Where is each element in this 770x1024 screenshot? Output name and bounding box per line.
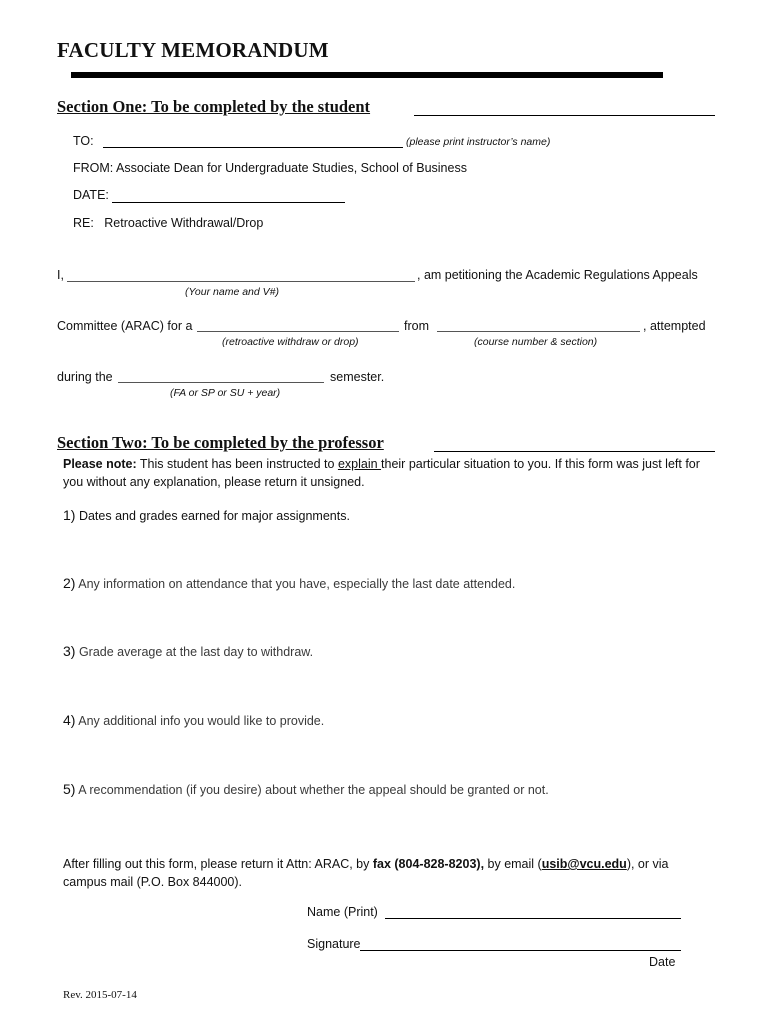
note-text-2: their particular situation to you. If this form was just left for you without any explanation, please return it unsigned. xyxy=(63,457,700,489)
return-instructions xyxy=(63,855,713,891)
question-number: 1) xyxy=(63,507,76,523)
section-two-heading xyxy=(57,433,384,453)
question-text: Dates and grades earned for major assignments. xyxy=(78,509,350,523)
to-input[interactable] xyxy=(103,147,403,148)
course-hint: (course number & section) xyxy=(474,336,598,348)
revision-label: Rev. 2015-07-14 xyxy=(63,989,137,1001)
return-text-2: by email ( xyxy=(484,857,542,871)
from-label: from xyxy=(404,319,429,333)
name-print-label: Name (Print) xyxy=(307,905,378,919)
question-number: 4) xyxy=(63,712,76,728)
question-4 xyxy=(63,712,324,728)
note-explain: explain xyxy=(337,457,382,471)
question-number: 5) xyxy=(63,781,76,797)
name-print-input[interactable] xyxy=(385,918,681,919)
attempted-label: , attempted xyxy=(643,319,706,333)
during-label: during the xyxy=(57,370,113,384)
i-label: I, xyxy=(57,268,64,282)
signature-date-label: Date xyxy=(649,955,676,969)
question-number: 2) xyxy=(63,575,76,591)
question-text: Any information on attendance that you have, especially the last date attended. xyxy=(78,577,516,591)
withdraw-type-input[interactable] xyxy=(197,331,399,332)
note-label: Please note: xyxy=(63,457,137,471)
date-input[interactable] xyxy=(112,202,345,203)
fax-number: fax (804-828-8203), xyxy=(372,857,485,871)
signature-input[interactable] xyxy=(360,950,681,951)
email-link[interactable]: usib@vcu.edu xyxy=(541,857,627,871)
section-two-heading-text: Section Two: To be completed by the professor xyxy=(57,433,384,452)
to-label: TO: xyxy=(73,134,94,148)
section-one-heading-rule xyxy=(414,115,715,116)
question-1 xyxy=(63,507,350,523)
section-one-heading-text: Section One: To be completed by the student xyxy=(57,97,371,116)
question-text: Any additional info you would like to provide. xyxy=(78,714,325,728)
semester-label: semester. xyxy=(330,370,385,384)
page-title: FACULTY MEMORANDUM xyxy=(57,38,329,62)
professor-note xyxy=(63,455,713,491)
from-line: FROM: Associate Dean for Undergraduate Studies, School of Business xyxy=(73,161,467,175)
return-text-1: After filling out this form, please return it Attn: ARAC, by xyxy=(63,857,373,871)
withdraw-hint: (retroactive withdraw or drop) xyxy=(222,336,359,348)
question-5 xyxy=(63,781,549,797)
section-one-heading xyxy=(57,97,370,117)
committee-label: Committee (ARAC) for a xyxy=(57,319,193,333)
petition-text: , am petitioning the Academic Regulations Appeals xyxy=(417,268,698,282)
question-text: A recommendation (if you desire) about whether the appeal should be granted or not. xyxy=(78,783,549,797)
to-hint: (please print instructor’s name) xyxy=(406,136,551,148)
name-hint: (Your name and V#) xyxy=(185,286,279,298)
return-text-3: ), or via campus mail (P.O. Box 844000). xyxy=(63,857,669,889)
question-3 xyxy=(63,643,313,659)
section-two-heading-rule xyxy=(434,451,715,452)
semester-input[interactable] xyxy=(118,382,324,383)
question-text: Grade average at the last day to withdraw. xyxy=(78,645,314,659)
course-input[interactable] xyxy=(437,331,640,332)
title-rule xyxy=(71,72,663,78)
question-2 xyxy=(63,575,515,591)
semester-hint: (FA or SP or SU + year) xyxy=(170,387,281,399)
re-line: RE: Retroactive Withdrawal/Drop xyxy=(73,216,264,230)
date-label: DATE: xyxy=(73,188,109,202)
signature-label: Signature xyxy=(307,937,361,951)
note-text-1: This student has been instructed to xyxy=(136,457,338,471)
question-number: 3) xyxy=(63,643,76,659)
name-input[interactable] xyxy=(67,281,415,282)
